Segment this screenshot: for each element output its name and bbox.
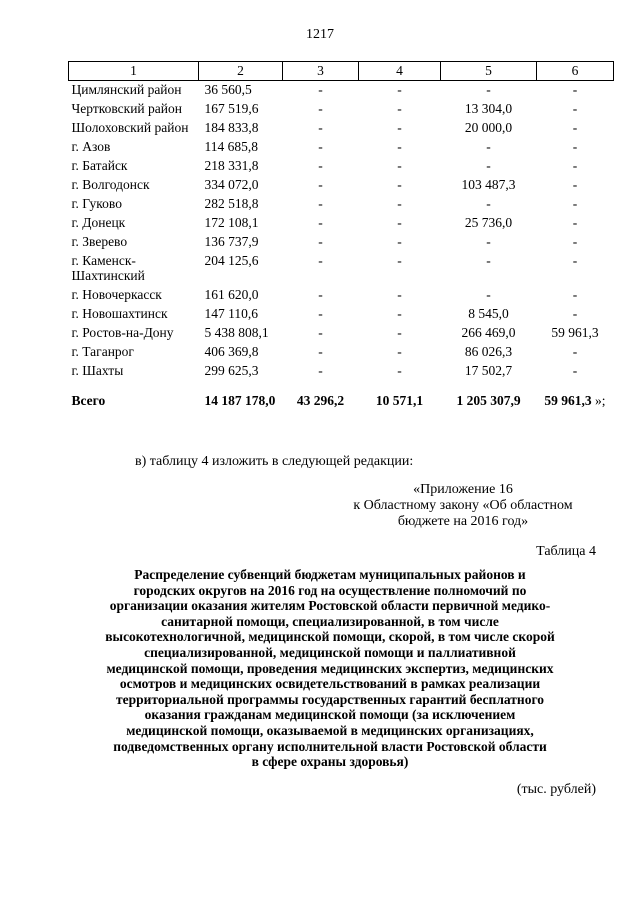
- heading-line: территориальной программы государственных гарантий бесплатного: [115, 691, 545, 707]
- heading-line: организации оказания жителям Ростовской области первичной медико-: [109, 598, 551, 614]
- row-name-cell: г. Таганрог: [71, 344, 134, 359]
- heading-line: специализированной, медицинской помощи и паллиативной: [144, 644, 516, 660]
- table-row: [69, 305, 614, 324]
- instruction-text: в) таблицу 4 изложить в следующей редакции:: [135, 454, 414, 469]
- row-value-cell: -: [486, 196, 491, 211]
- row-value-cell: 25 736,0: [464, 215, 513, 230]
- row-value-cell: -: [572, 344, 578, 359]
- row-value-cell: -: [397, 234, 402, 249]
- table-label: Таблица 4: [536, 544, 596, 559]
- row-name-cell: Шолоховский район: [71, 120, 189, 135]
- heading-line: медицинской помощи, проведения медицинских экспертиз, медицинских: [106, 660, 554, 676]
- column-header: 4: [359, 62, 441, 81]
- row-value-cell: -: [318, 177, 323, 192]
- row-value-cell: 114 685,8: [204, 139, 258, 154]
- row-value-cell: -: [318, 253, 323, 268]
- column-header: 3: [283, 62, 359, 81]
- row-value-cell: 103 487,3: [461, 177, 516, 192]
- table-row: [69, 233, 614, 252]
- row-value-cell: -: [486, 139, 491, 154]
- row-value-cell: -: [318, 325, 323, 340]
- row-name-cell: г. Шахты: [71, 363, 124, 378]
- row-value-cell: -: [572, 177, 578, 192]
- heading-line: медицинской помощи, оказываемой в медицинских организациях,: [126, 722, 534, 738]
- row-name-cell: Цимлянский район: [71, 82, 182, 97]
- row-value-cell: -: [397, 177, 402, 192]
- row-value-cell: -: [572, 253, 578, 268]
- row-value-cell: -: [397, 253, 402, 268]
- row-name-cell: Чертковский район: [71, 101, 182, 116]
- appendix-line: «Приложение 16: [413, 482, 513, 497]
- row-name-cell: г. Ростов-на-Дону: [71, 325, 174, 340]
- row-value-cell: 59 961,3: [551, 325, 599, 340]
- row-value-cell: -: [572, 234, 578, 249]
- column-header: 5: [441, 62, 537, 81]
- table-row: [69, 286, 614, 305]
- appendix-reference: [330, 482, 596, 530]
- row-value-cell: -: [397, 363, 402, 378]
- row-value-cell: -: [318, 158, 323, 173]
- row-value-cell: -: [318, 139, 323, 154]
- row-name-cell: г. Зверево: [71, 234, 128, 249]
- row-value-cell: -: [486, 82, 491, 97]
- total-value: 1 205 307,9: [456, 393, 521, 408]
- units-label: (тыс. рублей): [516, 782, 596, 797]
- row-value-cell: -: [318, 215, 323, 230]
- row-value-cell: 282 518,8: [204, 196, 259, 211]
- row-value-cell: -: [572, 139, 578, 154]
- row-value-cell: -: [572, 215, 578, 230]
- table-header-row: [69, 62, 614, 81]
- row-value-cell: 172 108,1: [204, 215, 259, 230]
- row-value-cell: -: [572, 158, 578, 173]
- heading-line: городских округов на 2016 год на осуществление полномочий по: [133, 582, 527, 598]
- row-value-cell: -: [318, 101, 323, 116]
- row-value-cell: 334 072,0: [204, 177, 259, 192]
- row-value-cell: -: [486, 253, 491, 268]
- row-value-cell: -: [397, 287, 402, 302]
- row-value-cell: -: [318, 363, 323, 378]
- row-value-cell: -: [397, 158, 402, 173]
- row-value-cell: -: [572, 82, 578, 97]
- row-value-cell: 5 438 808,1: [204, 325, 269, 340]
- row-value-cell: 204 125,6: [204, 253, 259, 268]
- page-number: 1217: [306, 27, 334, 42]
- total-value: 43 296,2: [296, 393, 345, 408]
- table-row: [69, 195, 614, 214]
- row-value-cell: -: [397, 196, 402, 211]
- row-value-cell: -: [318, 82, 323, 97]
- table-row: [69, 252, 614, 286]
- row-value-cell: -: [397, 215, 402, 230]
- row-value-cell: -: [486, 158, 491, 173]
- row-value-cell: -: [397, 82, 402, 97]
- table-row: [69, 362, 614, 381]
- table-row: [69, 81, 614, 101]
- total-value: 10 571,1: [375, 393, 424, 408]
- row-value-cell: 218 331,8: [204, 158, 259, 173]
- total-row: [69, 381, 614, 408]
- row-value-cell: 36 560,5: [204, 82, 252, 97]
- row-value-cell: 147 110,6: [204, 306, 258, 321]
- heading-line: оказания гражданам медицинской помощи (за исключением: [144, 707, 516, 723]
- row-value-cell: 406 369,8: [204, 344, 259, 359]
- heading-line: санитарной помощи, специализированной, в том числе: [161, 613, 499, 629]
- table-row: [69, 324, 614, 343]
- row-value-cell: -: [397, 101, 402, 116]
- appendix-line: бюджете на 2016 год»: [397, 514, 529, 529]
- table-row: [69, 119, 614, 138]
- row-value-cell: -: [572, 363, 578, 378]
- heading-line: подведомственных органу исполнительной власти Ростовской области: [113, 738, 547, 754]
- row-value-cell: 17 502,7: [464, 363, 513, 378]
- total-suffix: »;: [591, 393, 606, 408]
- total-label: Всего: [71, 393, 106, 408]
- table-heading: [60, 567, 600, 770]
- row-value-cell: 161 620,0: [204, 287, 259, 302]
- table-row: [69, 214, 614, 233]
- row-value-cell: -: [318, 120, 323, 135]
- row-value-cell: 86 026,3: [464, 344, 513, 359]
- row-value-cell: 20 000,0: [464, 120, 513, 135]
- row-value-cell: -: [318, 234, 323, 249]
- row-value-cell: -: [572, 196, 578, 211]
- row-name-cell: г. Каменск-Шахтинский: [71, 253, 145, 283]
- heading-line: осмотров и медицинских освидетельствований в рамках реализации: [119, 676, 541, 692]
- total-value: 14 187 178,0: [204, 393, 276, 408]
- row-value-cell: -: [318, 196, 323, 211]
- row-value-cell: 266 469,0: [461, 325, 516, 340]
- row-value-cell: -: [572, 306, 578, 321]
- row-value-cell: 8 545,0: [468, 306, 509, 321]
- table-row: [69, 157, 614, 176]
- row-value-cell: -: [318, 344, 323, 359]
- row-value-cell: -: [572, 287, 578, 302]
- row-value-cell: -: [397, 325, 402, 340]
- subvention-table: [68, 61, 614, 408]
- row-value-cell: -: [486, 234, 491, 249]
- table-row: [69, 176, 614, 195]
- row-value-cell: 184 833,8: [204, 120, 259, 135]
- column-header: 1: [69, 62, 199, 81]
- row-name-cell: г. Новошахтинск: [71, 306, 168, 321]
- table-row: [69, 343, 614, 362]
- column-header: 2: [199, 62, 283, 81]
- row-name-cell: г. Донецк: [71, 215, 126, 230]
- row-value-cell: 299 625,3: [204, 363, 259, 378]
- total-value: 59 961,3: [544, 393, 592, 408]
- row-value-cell: -: [318, 306, 323, 321]
- row-value-cell: -: [397, 120, 402, 135]
- row-name-cell: г. Батайск: [71, 158, 128, 173]
- heading-line: Распределение субвенций бюджетам муниципальных районов и: [134, 567, 526, 582]
- table-row: [69, 138, 614, 157]
- row-value-cell: 13 304,0: [464, 101, 513, 116]
- row-value-cell: -: [318, 287, 323, 302]
- row-value-cell: -: [397, 306, 402, 321]
- row-name-cell: г. Азов: [71, 139, 111, 154]
- row-value-cell: -: [572, 101, 578, 116]
- row-name-cell: г. Волгодонск: [71, 177, 150, 192]
- table-row: [69, 100, 614, 119]
- row-value-cell: -: [486, 287, 491, 302]
- row-value-cell: -: [572, 120, 578, 135]
- column-header: 6: [537, 62, 614, 81]
- row-name-cell: г. Гуково: [71, 196, 122, 211]
- row-value-cell: 167 519,6: [204, 101, 259, 116]
- row-value-cell: -: [397, 344, 402, 359]
- heading-line: высокотехнологичной, медицинской помощи, скорой, в том числе скорой: [105, 629, 555, 645]
- appendix-line: к Областному закону «Об областном: [353, 498, 573, 513]
- row-name-cell: г. Новочеркасск: [71, 287, 162, 302]
- row-value-cell: 136 737,9: [204, 234, 259, 249]
- row-value-cell: -: [397, 139, 402, 154]
- total-value-last: [537, 381, 614, 408]
- table-body: [69, 81, 614, 382]
- heading-line: в сфере охраны здоровья): [251, 754, 409, 770]
